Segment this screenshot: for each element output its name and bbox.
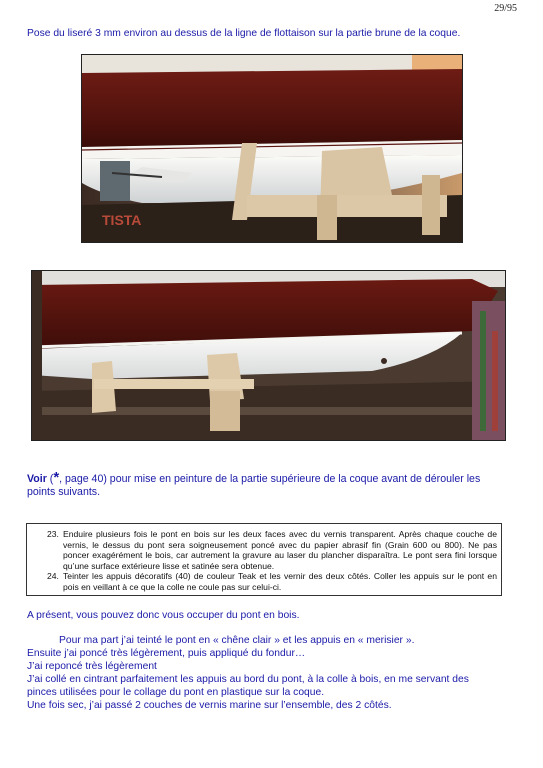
photo-hull-stern-closeup [81,54,463,243]
body-line: Ensuite j’ai poncé très légèrement, puis appliqué du fondur… [27,648,306,659]
photo-hull-full-side [31,270,506,441]
body-line: J’ai collé en cintrant parfaitement les appuis au bord du pont, à la colle à bois, en me servant des [27,674,469,685]
body-line: Pour ma part j’ai teinté le pont en « chêne clair » et les appuis en « merisier ». [59,635,415,646]
page-number: 29/95 [494,3,517,14]
instruction-box [26,523,502,596]
instruction-item-24 [47,571,497,592]
voir-line-1 [27,471,480,486]
instruction-text: Teinter les appuis décoratifs (40) de couleur Teak et les vernir des deux côtés. Coller les appuis sur le pont en pois en veillant à ce que la colle ne coule pas sur celui-ci. [63,571,497,592]
voir-paren: ( [46,473,54,485]
stand-label-text: TISTA [102,212,142,228]
instruction-text: Enduire plusieurs fois le pont en bois sur les deux faces avec du vernis transparent. Après chaque couche de vernis, le dessus du pont sera soigneusement poncé avec du papier abrasif fin (Grain 600 ou 800). Ne pas poncer exagérément le bois, car autrement la gravure au laser du plancher disparaîtra. Le pont sera fini lorsque qu’une surface extérieure lisse et satinée sera obtenue. [63,529,497,571]
intro-caption: Pose du liseré 3 mm environ au dessus de la ligne de flottaison sur la partie brune de la coque. [27,28,461,39]
body-line: J’ai reponcé très légèrement [27,661,157,672]
voir-bold-label: Voir [27,473,47,485]
instruction-number: 23. [47,529,59,539]
body-line: Une fois sec, j’ai passé 2 couches de vernis marine sur l’ensemble, des 2 côtés. [27,700,392,711]
body-line: A présent, vous pouvez donc vous occuper du pont en bois. [27,610,300,621]
instruction-item-23 [47,529,497,571]
voir-line-2: points suivants. [27,486,101,498]
star-marker: * [53,469,60,486]
body-line: pinces utilisées pour le collage du pont en plastique sur la coque. [27,687,325,698]
voir-rest: , page 40) pour mise en peinture de la partie supérieure de la coque avant de dérouler les [59,473,481,485]
instruction-number: 24. [47,571,59,581]
